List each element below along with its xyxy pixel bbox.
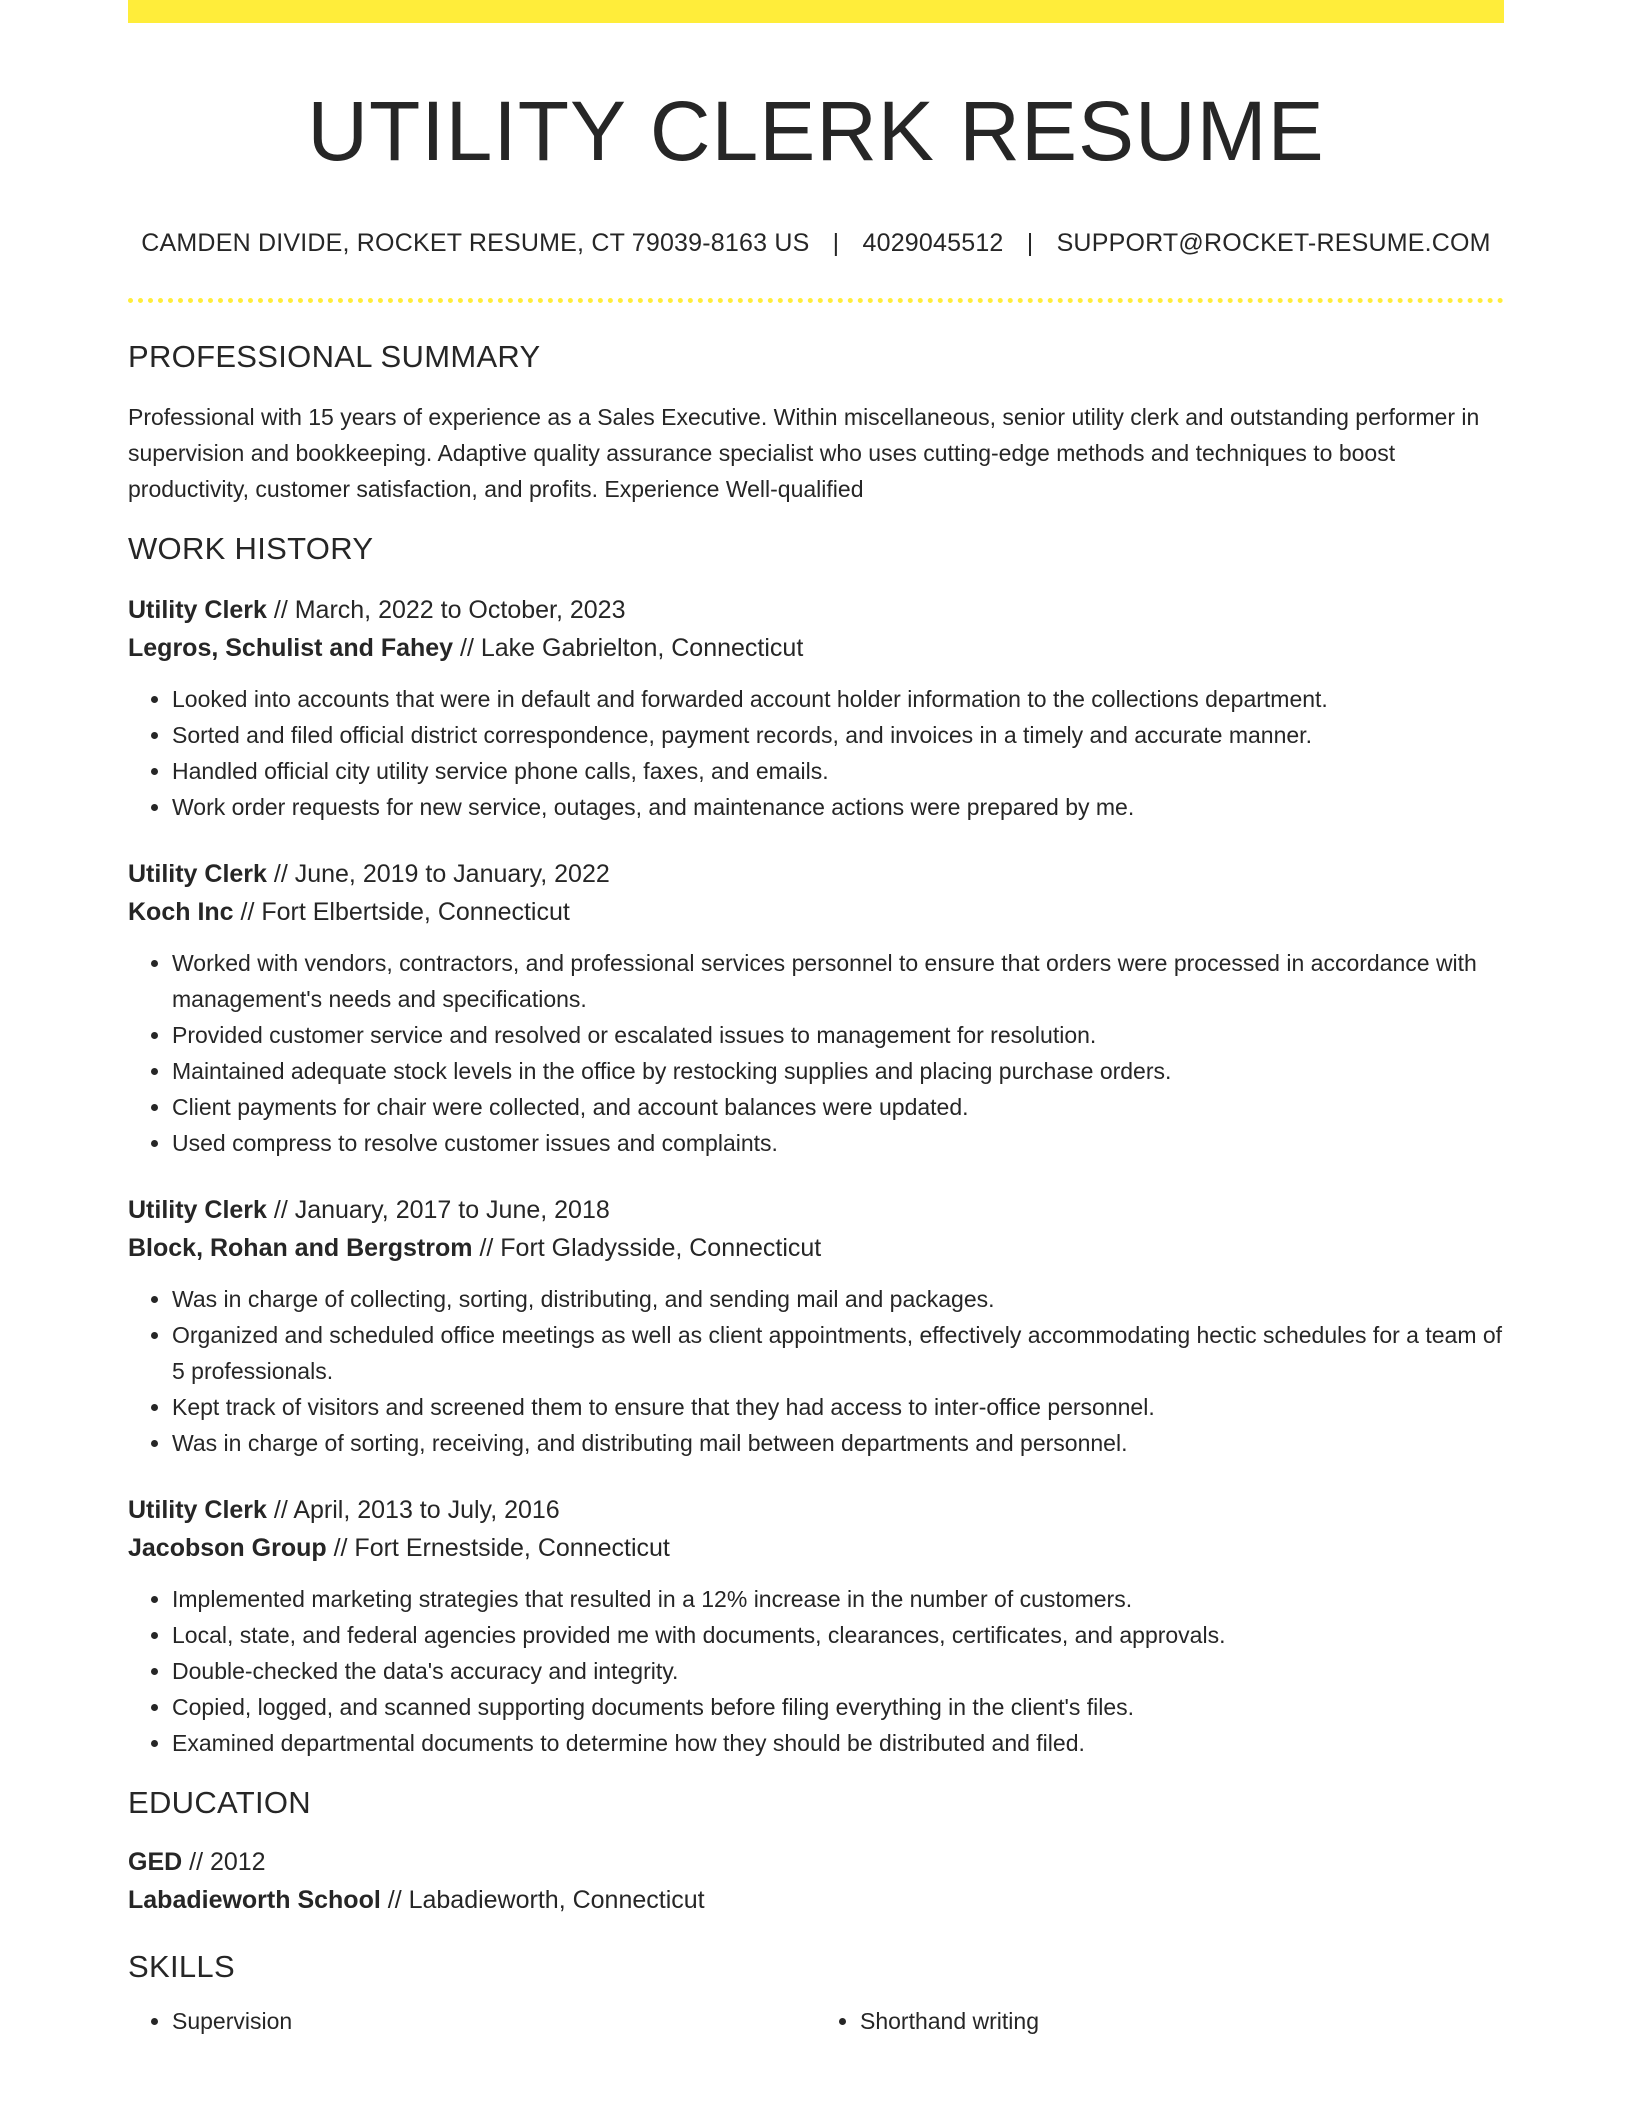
job-company: Block, Rohan and Bergstrom (128, 1234, 473, 1263)
summary-heading: PROFESSIONAL SUMMARY (128, 339, 541, 375)
job-company-line (128, 629, 1504, 667)
education-heading: EDUCATION (128, 1785, 311, 1821)
job-company-line (128, 893, 1504, 931)
job-location: // Fort Elbertside, Connecticut (233, 898, 570, 927)
list-item: • Organized and scheduled office meetings as well as client appointments, effectively accommodating hectic schedules for a team of 5 professionals. (172, 1317, 1504, 1389)
list-item: • Shorthand writing (860, 2003, 1504, 2039)
contact-address: CAMDEN DIVIDE, ROCKET RESUME, CT 79039-8163 US (141, 229, 810, 258)
list-item: • Supervision (172, 2003, 816, 2039)
education-school-line (128, 1881, 1504, 1919)
list-item: • Was in charge of collecting, sorting, distributing, and sending mail and packages. (172, 1281, 1504, 1317)
skills-column-right (816, 2003, 1504, 2039)
job-dates: // March, 2022 to October, 2023 (266, 596, 626, 625)
education-school: Labadieworth School (128, 1886, 381, 1915)
list-item: • Examined departmental documents to determine how they should be distributed and filed. (172, 1725, 1504, 1761)
list-item: • Was in charge of sorting, receiving, and distributing mail between departments and personnel. (172, 1425, 1504, 1461)
list-item: • Worked with vendors, contractors, and professional services personnel to ensure that orders were processed in accordance with management's needs and specifications. (172, 945, 1504, 1017)
resume-title: UTILITY CLERK RESUME (307, 84, 1325, 178)
job-role: Utility Clerk (128, 596, 267, 625)
job-company: Jacobson Group (128, 1534, 327, 1563)
summary-text: Professional with 15 years of experience as a Sales Executive. Within miscellaneous, senior utility clerk and outstanding performer in supervision and bookkeeping. Adaptive quality assurance specialist who uses cutting-edge methods and techniques to boost productivity, customer satisfaction, and profits. Experience Well-qualified (128, 404, 1480, 503)
job-company-line (128, 1529, 1504, 1567)
list-item: • Handled official city utility service phone calls, faxes, and emails. (172, 753, 1504, 789)
job-dates: // June, 2019 to January, 2022 (266, 860, 610, 889)
list-item: • Work order requests for new service, outages, and maintenance actions were prepared by me. (172, 789, 1504, 825)
job-role-line (128, 855, 1504, 893)
education-degree-line (128, 1843, 1504, 1881)
contact-separator: | (832, 229, 840, 258)
education-year: // 2012 (182, 1848, 266, 1877)
education-degree: GED (128, 1848, 183, 1877)
job-entry (128, 1491, 1504, 1761)
job-location: // Fort Gladysside, Connecticut (472, 1234, 822, 1263)
job-location: // Lake Gabrielton, Connecticut (453, 634, 804, 663)
dotted-divider (128, 298, 1504, 303)
skills-list (128, 2003, 1504, 2039)
education-location: // Labadieworth, Connecticut (380, 1886, 705, 1915)
job-role: Utility Clerk (128, 1496, 267, 1525)
job-dates: // January, 2017 to June, 2018 (266, 1196, 610, 1225)
job-bullets (128, 1281, 1504, 1461)
list-item: • Copied, logged, and scanned supporting documents before filing everything in the client's files. (172, 1689, 1504, 1725)
job-company: Legros, Schulist and Fahey (128, 634, 454, 663)
job-role: Utility Clerk (128, 860, 267, 889)
job-role-line (128, 1491, 1504, 1529)
job-role-line (128, 591, 1504, 629)
job-bullets (128, 681, 1504, 825)
skills-heading: SKILLS (128, 1949, 235, 1985)
list-item: • Client payments for chair were collected, and account balances were updated. (172, 1089, 1504, 1125)
list-item: • Provided customer service and resolved or escalated issues to management for resolution. (172, 1017, 1504, 1053)
education-entry (128, 1843, 1504, 1919)
list-item: • Local, state, and federal agencies provided me with documents, clearances, certificates, and approvals. (172, 1617, 1504, 1653)
list-item: • Kept track of visitors and screened them to ensure that they had access to inter-office personnel. (172, 1389, 1504, 1425)
list-item: • Maintained adequate stock levels in the office by restocking supplies and placing purchase orders. (172, 1053, 1504, 1089)
job-bullets (128, 945, 1504, 1161)
accent-top-bar (128, 0, 1504, 23)
job-location: // Fort Ernestside, Connecticut (326, 1534, 670, 1563)
list-item: • Sorted and filed official district correspondence, payment records, and invoices in a timely and accurate manner. (172, 717, 1504, 753)
list-item: • Looked into accounts that were in default and forwarded account holder information to the collections department. (172, 681, 1504, 717)
job-company-line (128, 1229, 1504, 1267)
job-dates: // April, 2013 to July, 2016 (266, 1496, 560, 1525)
skills-column-left (128, 2003, 816, 2039)
resume-content (128, 0, 1504, 2039)
contact-separator: | (1026, 229, 1034, 258)
list-item: • Implemented marketing strategies that resulted in a 12% increase in the number of customers. (172, 1581, 1504, 1617)
job-role: Utility Clerk (128, 1196, 267, 1225)
job-bullets (128, 1581, 1504, 1761)
list-item: • Used compress to resolve customer issues and complaints. (172, 1125, 1504, 1161)
list-item: • Double-checked the data's accuracy and integrity. (172, 1653, 1504, 1689)
job-entry (128, 855, 1504, 1161)
job-role-line (128, 1191, 1504, 1229)
contact-phone: 4029045512 (862, 229, 1004, 258)
work-history-heading: WORK HISTORY (128, 531, 374, 567)
job-company: Koch Inc (128, 898, 234, 927)
job-entry (128, 591, 1504, 825)
contact-line (128, 229, 1504, 258)
contact-email: SUPPORT@ROCKET-RESUME.COM (1056, 229, 1491, 258)
job-entry (128, 1191, 1504, 1461)
